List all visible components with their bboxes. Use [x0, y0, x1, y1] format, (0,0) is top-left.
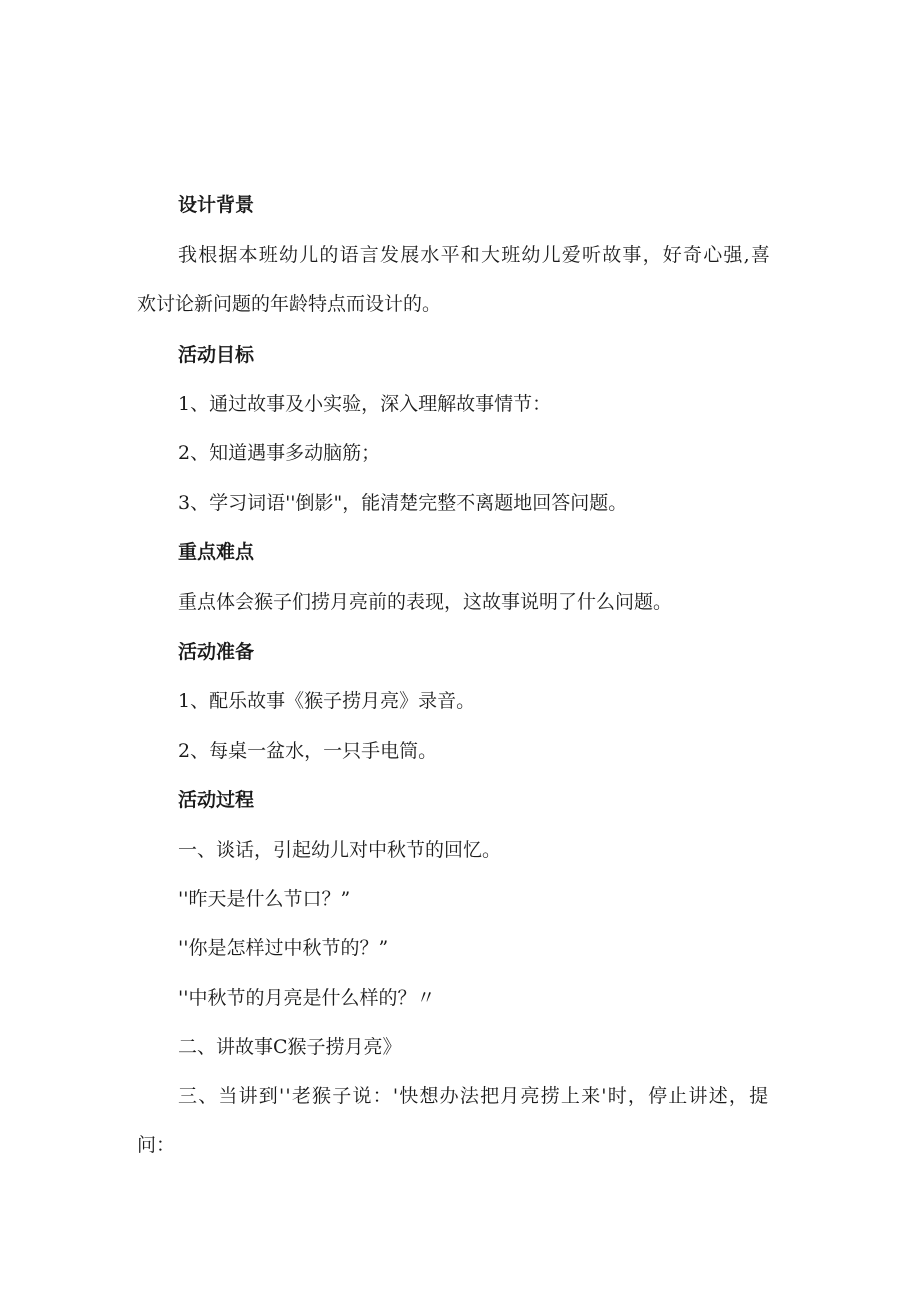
design-background-paragraph-line1: 我根据本班幼儿的语言发展水平和大班幼儿爱听故事，好奇心强,喜: [178, 244, 772, 266]
key-points-text: 重点体会猴子们捞月亮前的表现，这故事说明了什么问题。: [178, 591, 673, 613]
goal-item-3: 3、学习词语''倒影"，能清楚完整不离题地回答问题。: [178, 492, 628, 514]
heading-activity-goals: 活动目标: [178, 344, 255, 366]
process-step-3-line2: 问：: [137, 1134, 176, 1156]
process-step-3-line1: 三、当讲到''老猴子说：'快想办法把月亮捞上来'时，停止讲述，提: [178, 1085, 770, 1107]
heading-design-background: 设计背景: [178, 194, 255, 216]
preparation-item-2: 2、每桌一盆水，一只手电筒。: [178, 740, 438, 762]
process-step-1: 一、谈话，引起幼儿对中秋节的回忆。: [178, 839, 502, 861]
heading-process: 活动过程: [178, 789, 255, 811]
goal-item-2: 2、知道遇事多动脑筋；: [178, 442, 381, 464]
process-question-2: ''你是怎样过中秋节的？”: [178, 937, 389, 959]
process-question-1: ''昨天是什么节口？”: [178, 888, 351, 910]
heading-preparation: 活动准备: [178, 641, 255, 663]
process-step-2: 二、讲故事C猴子捞月亮》: [178, 1036, 402, 1058]
process-question-3: ''中秋节的月亮是什么样的？〃: [178, 987, 436, 1009]
goal-item-1: 1、通过故事及小实验，深入理解故事情节：: [178, 393, 552, 415]
heading-key-points: 重点难点: [178, 541, 255, 563]
design-background-paragraph-line2: 欢讨论新问题的年龄特点而设计的。: [137, 293, 442, 315]
preparation-item-1: 1、配乐故事《猴子捞月亮》录音。: [178, 690, 476, 712]
